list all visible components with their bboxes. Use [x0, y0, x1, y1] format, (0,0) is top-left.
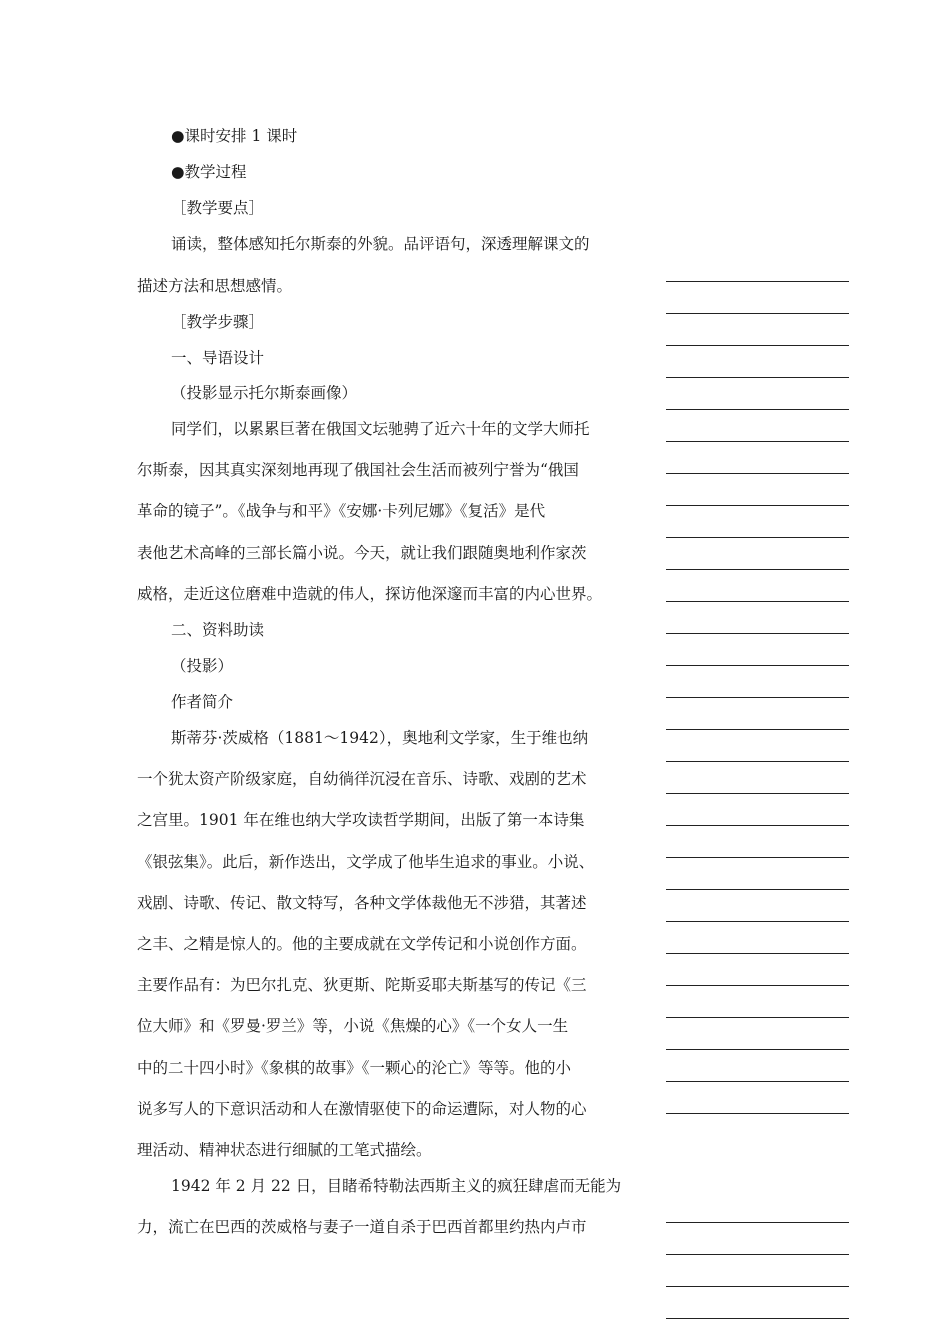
paragraph-line: 中的二十四小时》《象棋的故事》《一颗心的沦亡》等等。他的小 — [137, 1059, 572, 1077]
paragraph-line: 1942 年 2 月 22 日，目睹希特勒法西斯主义的疯狂肆虐而无能为 — [171, 1177, 622, 1195]
section-heading: 二、资料助读 — [171, 621, 265, 639]
projection-note: （投影） — [171, 657, 234, 675]
paragraph-line: 之丰、之精是惊人的。他的主要成就在文学传记和小说创作方面。 — [137, 935, 587, 953]
section-heading: 一、导语设计 — [171, 349, 265, 367]
paragraph-line: 革命的镜子”。《战争与和平》《安娜·卡列尼娜》《复活》是代 — [137, 502, 546, 520]
margin-note-line — [666, 1113, 849, 1114]
margin-note-line — [666, 921, 849, 922]
margin-note-line — [666, 377, 849, 378]
margin-note-line — [666, 441, 849, 442]
key-points-heading: ［教学要点］ — [171, 199, 265, 217]
margin-note-line — [666, 1286, 849, 1287]
margin-note-line — [666, 985, 849, 986]
margin-note-line — [666, 601, 849, 602]
paragraph-line: 威格，走近这位磨难中造就的伟人，探访他深邃而丰富的内心世界。 — [137, 585, 603, 603]
process-heading: ●教学过程 — [171, 163, 247, 181]
margin-note-line — [666, 1222, 849, 1223]
margin-note-line — [666, 857, 849, 858]
margin-note-line — [666, 761, 849, 762]
margin-note-line — [666, 1017, 849, 1018]
paragraph-line: 力，流亡在巴西的茨威格与妻子一道自杀于巴西首都里约热内卢市 — [137, 1218, 587, 1236]
paragraph-line: 之宫里。1901 年在维也纳大学攻读哲学期间，出版了第一本诗集 — [137, 811, 585, 829]
margin-note-line — [666, 953, 849, 954]
paragraph-line: 同学们，以累累巨著在俄国文坛驰骋了近六十年的文学大师托 — [171, 420, 590, 438]
steps-heading: ［教学步骤］ — [171, 313, 265, 331]
margin-note-line — [666, 345, 849, 346]
margin-note-line — [666, 505, 849, 506]
margin-note-line — [666, 537, 849, 538]
paragraph-line: 理活动、精神状态进行细腻的工笔式描绘。 — [137, 1141, 432, 1159]
margin-note-line — [666, 1081, 849, 1082]
margin-note-line — [666, 665, 849, 666]
margin-note-line — [666, 793, 849, 794]
margin-note-line — [666, 697, 849, 698]
margin-note-line — [666, 281, 849, 282]
paragraph-line: 描述方法和思想感情。 — [137, 277, 293, 295]
margin-note-line — [666, 633, 849, 634]
paragraph-line: 主要作品有：为巴尔扎克、狄更斯、陀斯妥耶夫斯基写的传记《三 — [137, 976, 587, 994]
paragraph-line: 斯蒂芬·茨威格（1881～1942），奥地利文学家，生于维也纳 — [171, 729, 589, 747]
paragraph-line: 诵读，整体感知托尔斯泰的外貌。品评语句，深透理解课文的 — [171, 235, 590, 253]
subsection-heading: 作者简介 — [171, 693, 234, 711]
paragraph-line: 一个犹太资产阶级家庭，自幼徜徉沉浸在音乐、诗歌、戏剧的艺术 — [137, 770, 587, 788]
margin-note-line — [666, 1318, 849, 1319]
paragraph-line: 戏剧、诗歌、传记、散文特写，各种文学体裁他无不涉猎，其著述 — [137, 894, 587, 912]
paragraph-line: 《银弦集》。此后，新作迭出，文学成了他毕生追求的事业。小说、 — [137, 853, 595, 871]
margin-note-line — [666, 889, 849, 890]
margin-note-line — [666, 729, 849, 730]
schedule-line: ●课时安排 1 课时 — [171, 127, 298, 145]
margin-note-line — [666, 1049, 849, 1050]
projection-note: （投影显示托尔斯泰画像） — [171, 384, 358, 402]
margin-note-line — [666, 473, 849, 474]
margin-note-line — [666, 1254, 849, 1255]
paragraph-line: 位大师》和《罗曼·罗兰》等，小说《焦燥的心》《一个女人一生 — [137, 1017, 569, 1035]
paragraph-line: 尔斯泰，因其真实深刻地再现了俄国社会生活而被列宁誉为“俄国 — [137, 461, 579, 479]
margin-note-line — [666, 313, 849, 314]
paragraph-line: 表他艺术高峰的三部长篇小说。今天，就让我们跟随奥地利作家茨 — [137, 544, 587, 562]
paragraph-line: 说多写人的下意识活动和人在激情驱使下的命运遭际，对人物的心 — [137, 1100, 587, 1118]
margin-note-line — [666, 825, 849, 826]
margin-note-line — [666, 569, 849, 570]
margin-note-line — [666, 409, 849, 410]
